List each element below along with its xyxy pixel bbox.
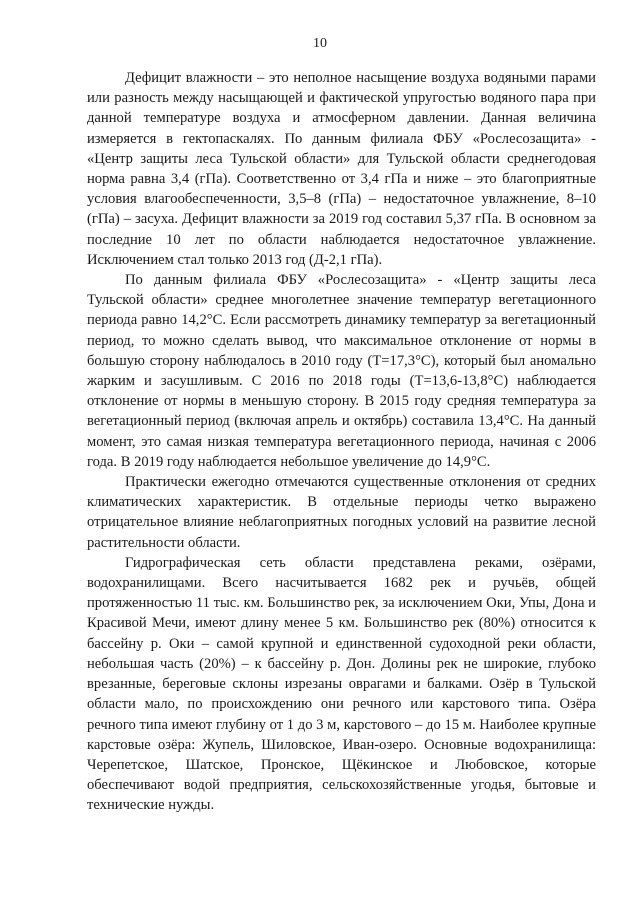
text-body xyxy=(87,68,596,816)
paragraph-vegetation-temperature: По данным филиала ФБУ «Рослесозащита» - «Центр защиты леса Тульской области» среднее многолетнее значение температур вегетационного периода равно 14,2°С. Если рассмотреть динамику температур за вегетационный период, то можно сделать вывод, что максимальное отклонение от нормы в большую сторону наблюдалось в 2010 году (Т=17,3°С), который был аномально жарким и засушливым. С 2016 по 2018 годы (Т=13,6-13,8°С) наблюдается отклонение от нормы в меньшую сторону. В 2015 году средняя температура за вегетационный период (включая апрель и октябрь) составила 13,4°С. На данный момент, это самая низкая температура вегетационного периода, начиная с 2006 года. В 2019 году наблюдается небольшое увеличение до 14,9°С. xyxy=(87,272,596,470)
paragraph-humidity-deficit: Дефицит влажности – это неполное насыщение воздуха водяными парами или разность между насыщающей и фактической упругостью водяного пара при данной температуре воздуха и атмосферном давлении. Данная величина измеряется в гектопаскалях. По данным филиала ФБУ «Рослесозащита» - «Центр защиты леса Тульской области» для Тульской области среднегодовая норма равна 3,4 (гПа). Соответственно от 3,4 гПа и ниже – это благоприятные условия влагообеспеченности, 3,5–8 (гПа) – недостаточное увлажнение, 8–10 (гПа) – засуха. Дефицит влажности за 2019 год составил 5,37 гПа. В основном за последние 10 лет по области наблюдается недостаточное увлажнение. Исключением стал только 2013 год (Д-2,1 гПа). xyxy=(87,70,596,268)
paragraph-hydrography: Гидрографическая сеть области представлена реками, озёрами, водохранилищами. Всего насчитывается 1682 рек и ручьёв, общей протяженностью 11 тыс. км. Большинство рек, за исключением Оки, Упы, Дона и Красивой Мечи, имеют длину менее 5 км. Большинство рек (80%) относится к бассейну р. Оки – самой крупной и единственной судоходной реки области, небольшая часть (20%) – к бассейну р. Дон. Долины рек не широкие, глубоко врезанные, береговые склоны изрезаны оврагами и балками. Озёр в Тульской области мало, по происхождению они речного или карстового типа. Озёра речного типа имеют глубину от 1 до 3 м, карстового – до 15 м. Наиболее крупные карстовые озёра: Жупель, Шиловское, Иван-озеро. Основные водохранилища: Черепетское, Шатское, Пронское, Щёкинское и Любовское, которые обеспечивают водой предприятия, сельскохозяйственные угодья, бытовые и технические нужды. xyxy=(87,554,596,814)
page-number: 10 xyxy=(313,36,327,51)
paragraph-climate-deviations: Практически ежегодно отмечаются существенные отклонения от средних климатических характеристик. В отдельные периоды четко выражено отрицательное влияние неблагоприятных погодных условий на развитие лесной растительности области. xyxy=(87,474,596,551)
